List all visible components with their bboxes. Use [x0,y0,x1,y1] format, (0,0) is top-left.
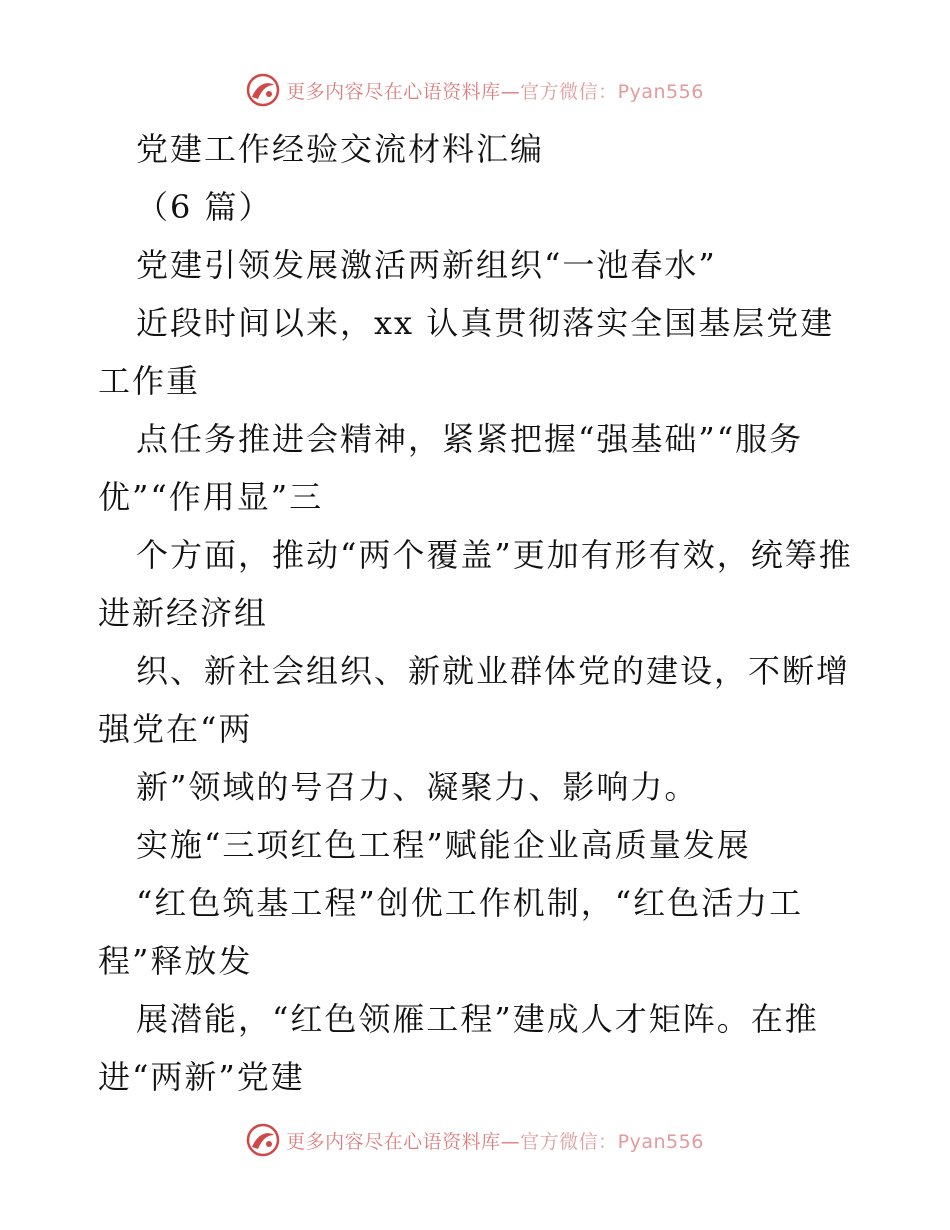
logo-icon [246,1123,280,1157]
logo-icon [246,73,280,107]
section-heading: 实施“三项红色工程”赋能企业高质量发展 [136,826,751,864]
watermark-right-text: 官方微信：Pyan556 [520,1130,704,1153]
paragraph-5: 新”领域的号召力、凝聚力、影响力。 [136,768,699,806]
article-subtitle: 党建引领发展激活两新组织“一池春水” [136,246,717,284]
watermark-header [0,70,950,110]
paragraph-4: 织、新社会组织、新就业群体党的建设，不断增强党在“两 [98,652,851,748]
paragraph-2: 点任务推进会精神，紧紧把握“强基础”“服务优”“作用显”三 [98,420,804,516]
paragraph-7: 展潜能，“红色领雁工程”建成人才矩阵。在推进“两新”党建 [98,1000,819,1096]
watermark-left-text: 更多内容尽在心语资料库— [286,80,521,103]
document-body [98,120,858,1106]
paragraph-1: 近段时间以来，xx 认真贯彻落实全国基层党建工作重 [98,304,835,400]
watermark-right-text: 官方微信：Pyan556 [520,80,704,103]
paragraph-3: 个方面，推动“两个覆盖”更加有形有效，统筹推进新经济组 [98,536,853,632]
paragraph-6: “红色筑基工程”创优工作机制，“红色活力工程”释放发 [98,884,804,980]
article-count: （6 篇） [136,188,273,226]
watermark-left-text: 更多内容尽在心语资料库— [286,1130,521,1153]
watermark-footer [0,1120,950,1160]
document-title: 党建工作经验交流材料汇编 [136,130,545,168]
